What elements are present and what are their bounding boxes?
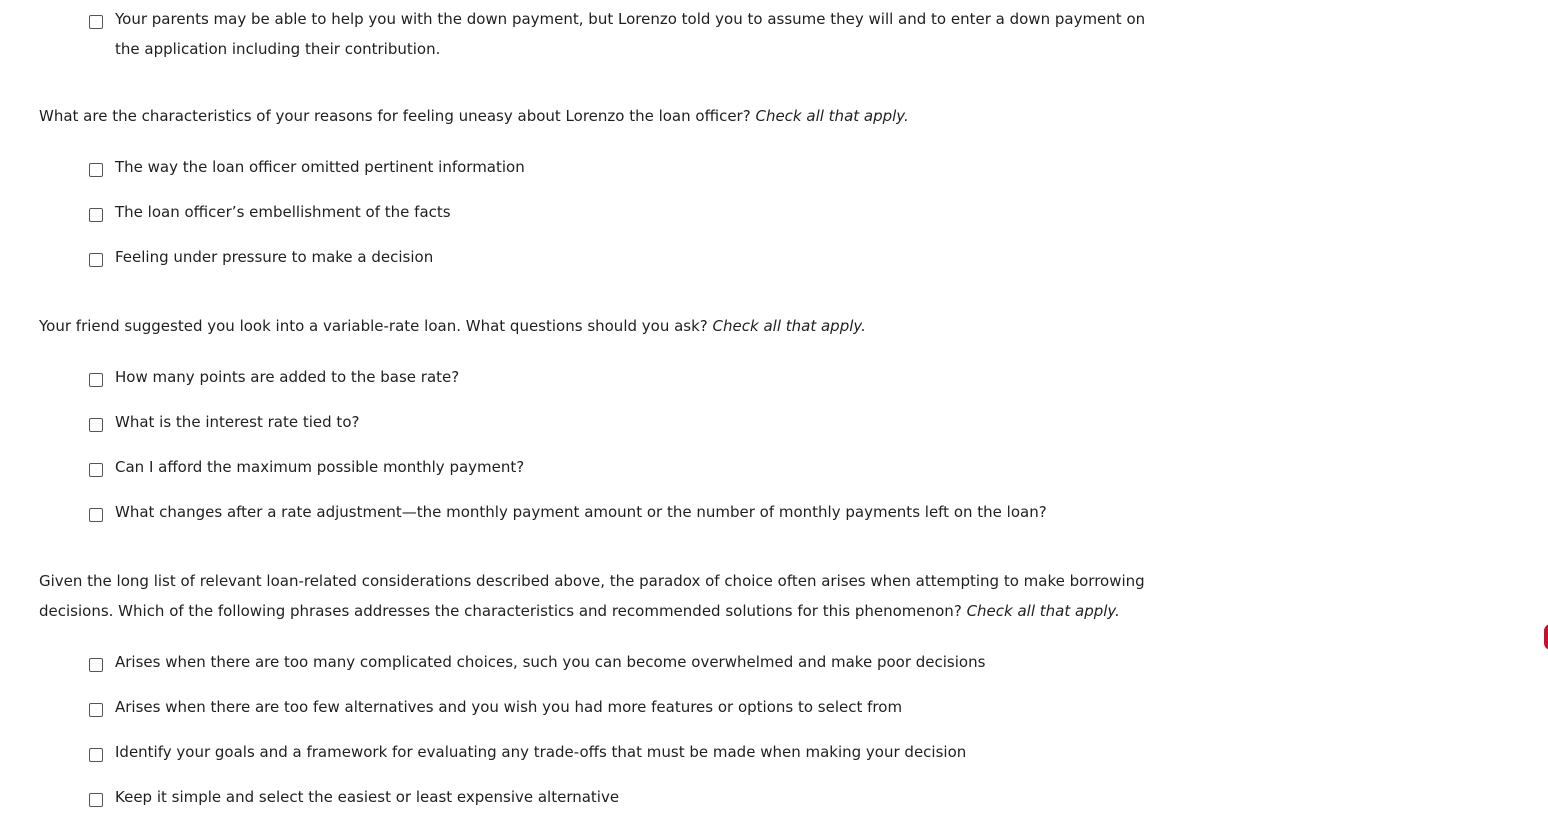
checkbox[interactable] (89, 208, 103, 222)
q3-option-4[interactable] (89, 789, 619, 812)
q1-option-3[interactable] (89, 249, 433, 272)
checkbox[interactable] (89, 748, 103, 762)
option-label: What changes after a rate adjustment—the monthly payment amount or the number of monthly payments left on the loan? (115, 503, 1047, 521)
checkbox[interactable] (89, 703, 103, 717)
q3-option-2[interactable] (89, 699, 902, 722)
option-label: Can I afford the maximum possible monthly payment? (115, 458, 525, 476)
question-instruction: Check all that apply. (966, 602, 1120, 620)
option-label: What is the interest rate tied to? (115, 413, 360, 431)
question-text: What are the characteristics of your reasons for feeling uneasy about Lorenzo the loan officer? (39, 107, 751, 125)
option-label: Arises when there are too many complicated choices, such you can become overwhelmed and make poor decisions (115, 653, 986, 671)
checkbox[interactable] (89, 15, 103, 29)
option-label: Your parents may be able to help you with the down payment, but Lorenzo told you to assume they will and to enter a down payment on the application including their contribution. (115, 10, 1146, 58)
q3-option-1[interactable] (89, 654, 985, 677)
option-label: The way the loan officer omitted pertinent information (115, 158, 525, 176)
checkbox[interactable] (89, 418, 103, 432)
q2-option-4[interactable] (89, 504, 1047, 527)
checkbox[interactable] (89, 658, 103, 672)
question-text: Given the long list of relevant loan-related considerations described above, the paradox of choice often arises when attempting to make borrowing decisions. Which of the following phrases addresses the characteristics and recommended solutions for this phenomenon? (39, 572, 1145, 620)
q1-option-2[interactable] (89, 204, 451, 227)
q2-option-2[interactable] (89, 414, 359, 437)
checkbox[interactable] (89, 463, 103, 477)
checkbox[interactable] (89, 253, 103, 267)
checkbox[interactable] (89, 508, 103, 522)
q3-option-3[interactable] (89, 744, 966, 767)
checkbox[interactable] (89, 163, 103, 177)
help-tab-edge[interactable] (1544, 624, 1548, 650)
option-label: Feeling under pressure to make a decision (115, 248, 434, 266)
question-instruction: Check all that apply. (755, 107, 909, 125)
option-label: The loan officer’s embellishment of the facts (115, 203, 451, 221)
question-text: Your friend suggested you look into a variable-rate loan. What questions should you ask? (39, 317, 708, 335)
q2-option-3[interactable] (89, 459, 524, 482)
question-paradox-of-choice (39, 566, 1159, 626)
checkbox[interactable] (89, 373, 103, 387)
question-variable-rate-loan (39, 311, 866, 341)
option-label: Arises when there are too few alternatives and you wish you had more features or options to select from (115, 698, 903, 716)
question-uneasy-characteristics (39, 101, 909, 131)
option-label: How many points are added to the base rate? (115, 368, 460, 386)
checkbox[interactable] (89, 793, 103, 807)
option-label: Identify your goals and a framework for evaluating any trade-offs that must be made when making your decision (115, 743, 967, 761)
q0-option-1[interactable] (89, 11, 1155, 64)
q2-option-1[interactable] (89, 369, 459, 392)
q1-option-1[interactable] (89, 159, 525, 182)
option-label: Keep it simple and select the easiest or least expensive alternative (115, 788, 620, 806)
question-instruction: Check all that apply. (712, 317, 866, 335)
